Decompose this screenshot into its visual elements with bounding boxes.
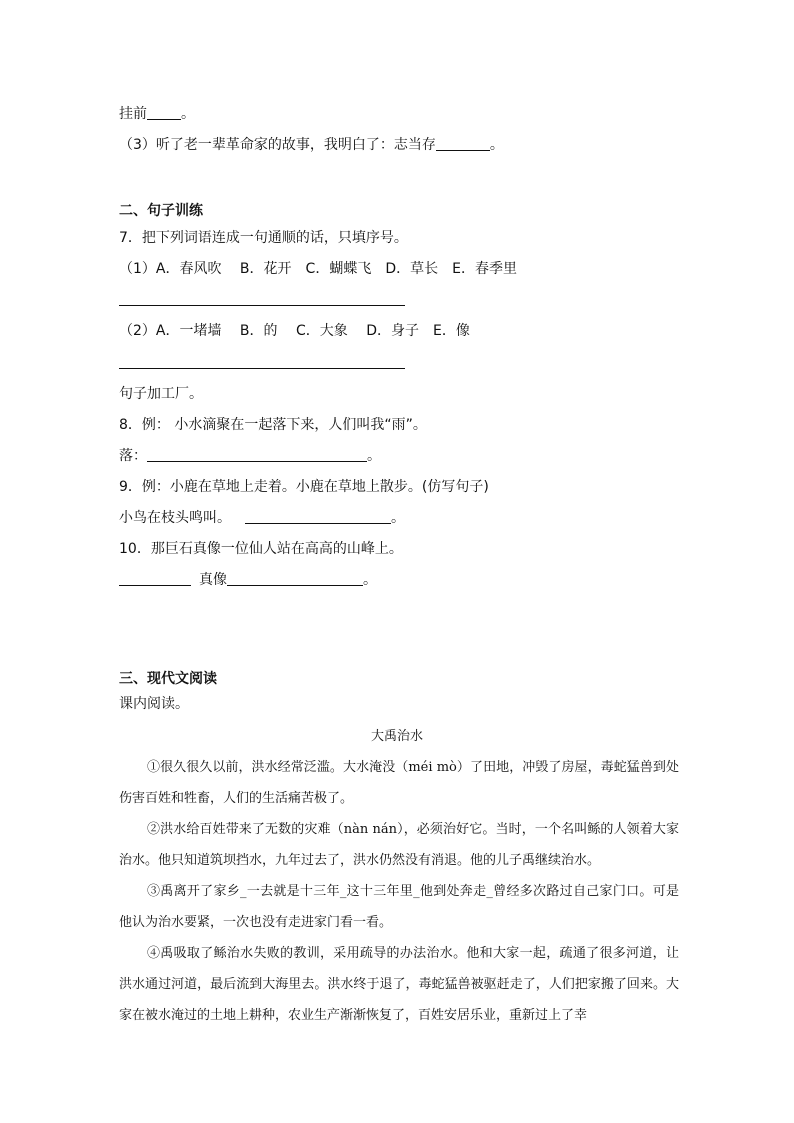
section-3-heading: 三、现代文阅读 xyxy=(119,671,217,687)
story-paragraph-3: ③禹离开了家乡_一去就是十三年_这十三年里_他到处奔走_曾经多次路过自己家门口。可是他认为治水要紧，一次也没有走进家门看一看。 xyxy=(119,884,679,930)
question-10-answer: 真像 。 xyxy=(119,570,377,590)
question-9-answer: 小鸟在枝头鸣叫。 。 xyxy=(119,510,405,526)
answer-line-7-2[interactable] xyxy=(119,368,405,369)
answer-line-7-1[interactable] xyxy=(119,305,405,306)
question-9: 9．例：小鹿在草地上走着。小鹿在草地上散步。(仿写句子) xyxy=(119,479,489,495)
answer-blank[interactable] xyxy=(147,447,367,462)
story-paragraph-2: ②洪水给百姓带来了无数的灾难（nàn nán），必须治好它。当时，一个名叫鲧的人领着大家治水。他只知道筑坝挡水，九年过去了，洪水仍然没有消退。他的儿子禹继续治水。 xyxy=(119,822,679,868)
story-title: 大禹治水 xyxy=(370,729,423,744)
story-paragraph-4: ④禹吸取了鲧治水失败的教训，采用疏导的办法治水。他和大家一起，疏通了很多河道，让洪水通过河道，最后流到大海里去。洪水终于退了，毒蛇猛兽被驱赶走了，人们把家搬了回来。大家在被水淹过的土地上耕种，农业生产渐渐恢复了，百姓安居乐业，重新过上了幸 xyxy=(119,946,679,1023)
answer-blank[interactable] xyxy=(245,509,391,524)
answer-blank[interactable] xyxy=(436,136,490,151)
answer-blank[interactable] xyxy=(119,571,191,586)
question-7-1: （1）A．春风吹 B．花开 C．蝴蝶飞 D．草长 E．春季里 xyxy=(119,261,517,277)
story-paragraph-1: ①很久很久以前，洪水经常泛滥。大水淹没（méi mò）了田地，冲毁了房屋，毒蛇猛兽到处伤害百姓和牲畜，人们的生活痛苦极了。 xyxy=(119,760,679,806)
answer-blank[interactable] xyxy=(147,105,181,120)
line-fill-3: （3）听了老一辈革命家的故事，我明白了：志当存 。 xyxy=(119,137,504,153)
question-8-answer: 落： 。 xyxy=(119,448,381,464)
answer-blank[interactable] xyxy=(227,571,363,586)
question-8: 8．例： 小水滴聚在一起落下来，人们叫我“雨”。 xyxy=(119,417,427,433)
section-2-heading: 二、句子训练 xyxy=(119,203,203,219)
line-fill-1: 挂前 。 xyxy=(119,106,195,122)
section-3-subheading: 课内阅读。 xyxy=(119,696,189,712)
question-10: 10．那巨石真像一位仙人站在高高的山峰上。 xyxy=(119,541,403,557)
question-7: 7．把下列词语连成一句通顺的话，只填序号。 xyxy=(119,230,408,246)
sentence-factory-title: 句子加工厂。 xyxy=(119,386,203,402)
question-7-2: （2）A．一堵墙 B．的 C．大象 D．身子 E．像 xyxy=(119,323,470,339)
